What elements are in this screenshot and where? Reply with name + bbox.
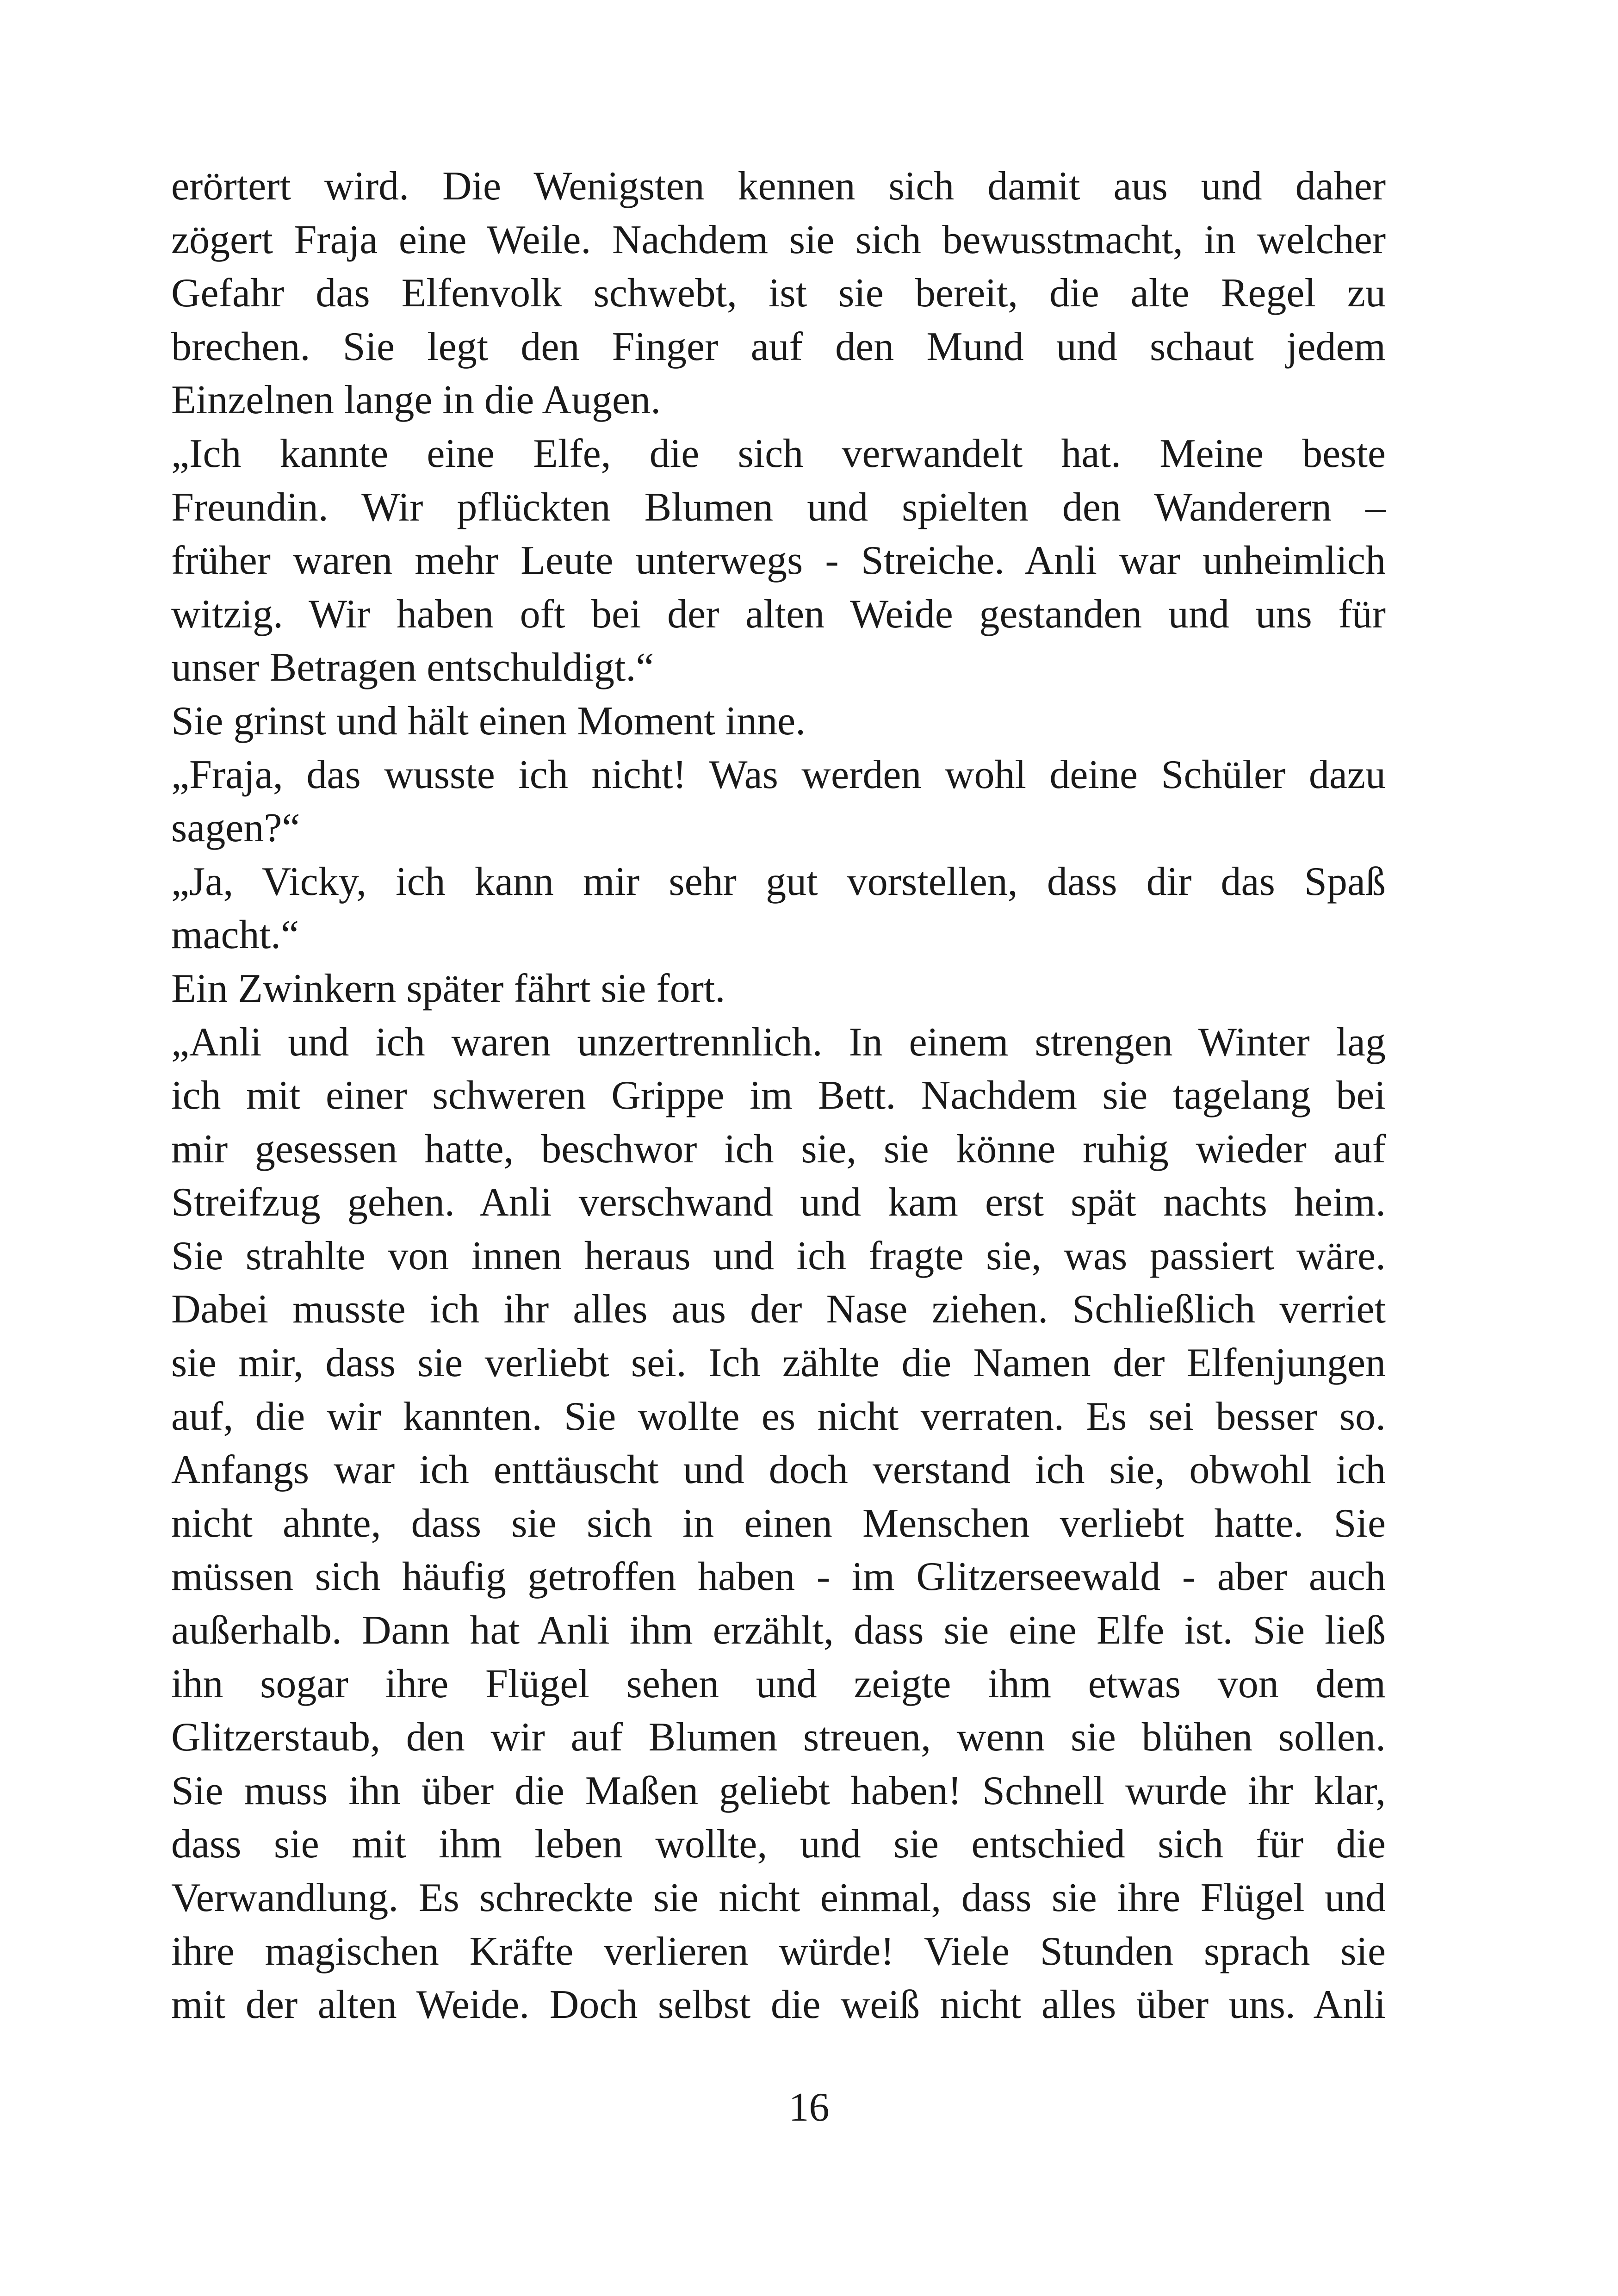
book-page-body (171, 160, 1386, 2032)
text-line: macht.“ (171, 912, 299, 958)
text-line: sie mir, dass sie verliebt sei. Ich zählte die Namen der Elfenjungen (171, 1340, 1386, 1386)
text-line: außerhalb. Dann hat Anli ihm erzählt, dass sie eine Elfe ist. Sie ließ (171, 1608, 1386, 1653)
text-line: Gefahr das Elfenvolk schwebt, ist sie bereit, die alte Regel zu (171, 271, 1386, 316)
text-line: Streifzug gehen. Anli verschwand und kam erst spät nachts heim. (171, 1180, 1386, 1225)
text-line: „Ja, Vicky, ich kann mir sehr gut vorstellen, dass dir das Spaß (171, 859, 1386, 904)
text-line: Einzelnen lange in die Augen. (171, 378, 661, 423)
text-line: Ein Zwinkern später fährt sie fort. (171, 966, 725, 1011)
text-line: „Ich kannte eine Elfe, die sich verwandelt hat. Meine beste (171, 431, 1386, 476)
text-line: dass sie mit ihm leben wollte, und sie entschied sich für die (171, 1822, 1386, 1867)
text-line: Dabei musste ich ihr alles aus der Nase ziehen. Schließlich verriet (171, 1287, 1386, 1332)
text-line: mit der alten Weide. Doch selbst die weiß nicht alles über uns. Anli (171, 1982, 1386, 2028)
text-line: auf, die wir kannten. Sie wollte es nicht verraten. Es sei besser so. (171, 1394, 1386, 1439)
text-line: Anfangs war ich enttäuscht und doch verstand ich sie, obwohl ich (171, 1447, 1386, 1493)
text-line: müssen sich häufig getroffen haben - im Glitzerseewald - aber auch (171, 1554, 1386, 1600)
text-block (171, 160, 1386, 2032)
text-line: unser Betragen entschuldigt.“ (171, 645, 654, 690)
text-line: Verwandlung. Es schreckte sie nicht einmal, dass sie ihre Flügel und (171, 1875, 1386, 1920)
text-line: Glitzerstaub, den wir auf Blumen streuen, wenn sie blühen sollen. (171, 1715, 1386, 1760)
text-line: mir gesessen hatte, beschwor ich sie, sie könne ruhig wieder auf (171, 1126, 1386, 1172)
text-line: Sie strahlte von innen heraus und ich fragte sie, was passiert wäre. (171, 1233, 1386, 1278)
text-line: Sie grinst und hält einen Moment inne. (171, 698, 806, 744)
text-line: „Anli und ich waren unzertrennlich. In einem strengen Winter lag (171, 1019, 1386, 1065)
text-line: nicht ahnte, dass sie sich in einen Menschen verliebt hatte. Sie (171, 1501, 1386, 1546)
text-line: früher waren mehr Leute unterwegs - Streiche. Anli war unheimlich (171, 538, 1386, 583)
text-line: Freundin. Wir pflückten Blumen und spielten den Wanderern – (171, 484, 1386, 530)
text-line: ich mit einer schweren Grippe im Bett. Nachdem sie tagelang bei (171, 1073, 1386, 1118)
text-line: Sie muss ihn über die Maßen geliebt haben! Schnell wurde ihr klar, (171, 1768, 1386, 1813)
text-line: witzig. Wir haben oft bei der alten Weide gestanden und uns für (171, 591, 1386, 637)
text-line: ihre magischen Kräfte verlieren würde! Viele Stunden sprach sie (171, 1929, 1386, 1974)
text-line: sagen?“ (171, 806, 300, 851)
text-line: ihn sogar ihre Flügel sehen und zeigte ihm etwas von dem (171, 1661, 1386, 1706)
text-line: erörtert wird. Die Wenigsten kennen sich damit aus und daher (171, 164, 1386, 209)
page-number: 16 (788, 2085, 830, 2130)
text-line: brechen. Sie legt den Finger auf den Mund und schaut jedem (171, 324, 1386, 369)
text-line: zögert Fraja eine Weile. Nachdem sie sich bewusstmacht, in welcher (171, 217, 1386, 262)
text-line: „Fraja, das wusste ich nicht! Was werden wohl deine Schüler dazu (171, 752, 1386, 797)
